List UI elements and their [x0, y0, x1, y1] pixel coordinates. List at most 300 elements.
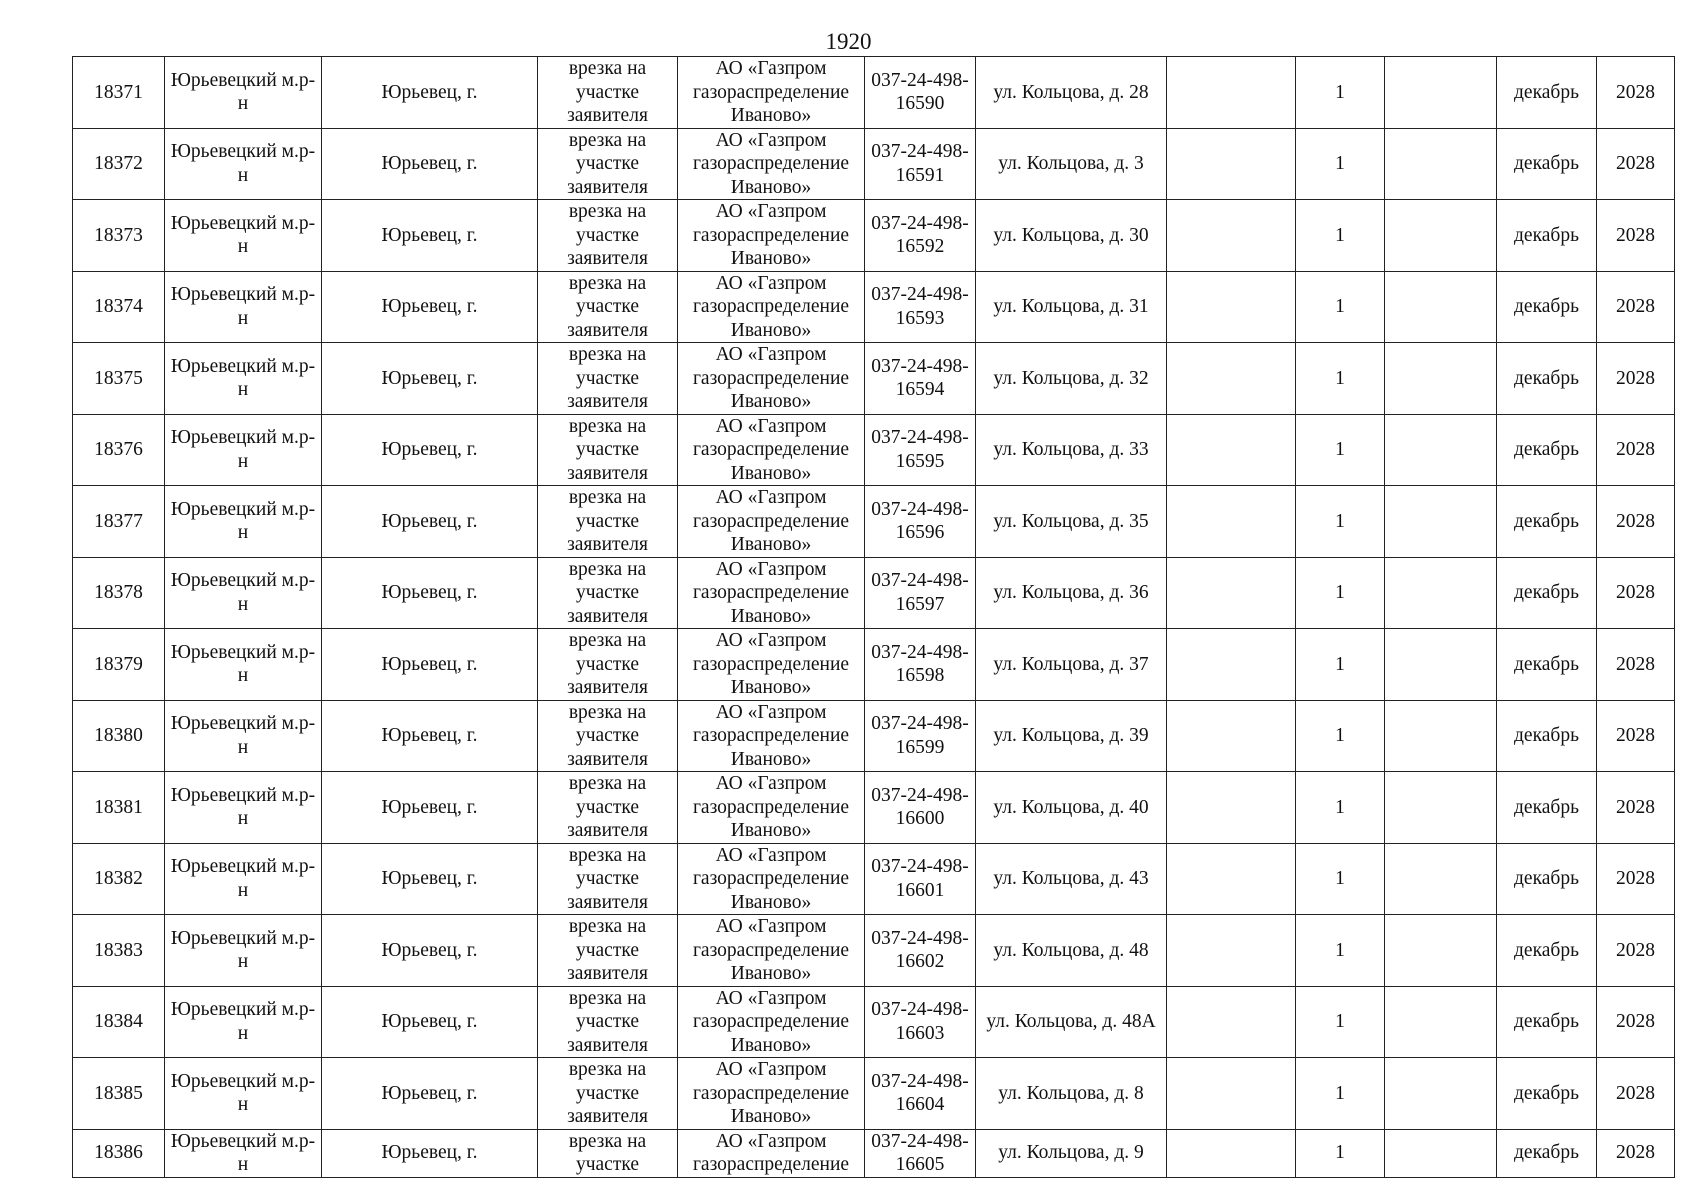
organization-cell-text: АО «Газпром газораспределение Иваново»	[692, 344, 850, 412]
month-cell	[1497, 986, 1597, 1058]
organization-cell-text: АО «Газпром газораспределение Иваново»	[692, 916, 850, 984]
empty-cell	[1167, 1129, 1296, 1177]
district-cell-text: Юрьевецкий м.р-н	[170, 784, 316, 830]
address-cell-text: ул. Кольцова, д. 32	[993, 367, 1149, 389]
address-cell	[976, 700, 1167, 772]
table-row	[73, 843, 1675, 915]
row-number-cell-text: 18371	[94, 81, 143, 103]
month-cell	[1497, 1129, 1597, 1177]
settlement-cell-text: Юрьевец, г.	[381, 153, 478, 174]
district-cell	[165, 772, 322, 844]
year-cell-text: 2028	[1616, 224, 1655, 246]
connection-method-cell-text: врезка на участке заявителя	[567, 773, 648, 841]
table-row	[73, 1058, 1675, 1130]
connection-method-cell	[538, 843, 678, 915]
year-cell-text: 2028	[1616, 439, 1655, 460]
organization-cell-text: АО «Газпром газораспределение Иваново»	[692, 415, 850, 484]
empty-cell	[1167, 271, 1296, 343]
district-cell	[165, 414, 322, 486]
address-cell	[976, 843, 1167, 915]
address-cell-text: ул. Кольцова, д. 3	[998, 153, 1144, 174]
district-cell	[165, 1058, 322, 1130]
address-cell	[976, 271, 1167, 343]
object-code-cell-text: 037-24-498-16601	[871, 856, 969, 901]
month-cell	[1497, 271, 1597, 343]
connection-method-cell-text: врезка на участке заявителя	[567, 487, 648, 555]
organization-cell	[678, 557, 865, 629]
row-number-cell	[73, 557, 165, 629]
settlement-cell	[322, 486, 538, 558]
settlement-cell	[322, 843, 538, 915]
row-number-cell	[73, 772, 165, 844]
address-cell	[976, 57, 1167, 129]
settlement-cell	[322, 629, 538, 701]
table-row	[73, 986, 1675, 1058]
quantity-cell-text: 1	[1335, 725, 1345, 746]
district-cell	[165, 200, 322, 272]
month-cell	[1497, 414, 1597, 486]
district-cell-text: Юрьевецкий м.р-н	[170, 427, 316, 472]
address-cell-text: ул. Кольцова, д. 36	[993, 582, 1149, 603]
settlement-cell-text: Юрьевец, г.	[381, 224, 478, 246]
settlement-cell	[322, 414, 538, 486]
empty-cell	[1385, 700, 1497, 772]
month-cell-text: декабрь	[1514, 725, 1579, 746]
organization-cell-text: АО «Газпром газораспределение Иваново»	[692, 558, 850, 627]
month-cell	[1497, 128, 1597, 200]
month-cell	[1497, 700, 1597, 772]
quantity-cell-text: 1	[1335, 653, 1345, 675]
row-number-cell-text: 18379	[94, 653, 143, 675]
month-cell	[1497, 772, 1597, 844]
year-cell	[1597, 986, 1675, 1058]
month-cell-text: декабрь	[1514, 81, 1579, 103]
row-number-cell-text: 18380	[94, 725, 143, 746]
object-code-cell	[865, 1129, 976, 1177]
organization-cell	[678, 843, 865, 915]
table-row	[73, 200, 1675, 272]
connection-method-cell-text: врезка на участке заявителя	[567, 987, 648, 1056]
organization-cell	[678, 414, 865, 486]
empty-cell	[1167, 843, 1296, 915]
organization-cell	[678, 1129, 865, 1177]
connection-method-cell	[538, 629, 678, 701]
month-cell-text: декабрь	[1514, 796, 1579, 818]
month-cell-text: декабрь	[1514, 653, 1579, 675]
row-number-cell	[73, 414, 165, 486]
settlement-cell-text: Юрьевец, г.	[381, 582, 478, 603]
row-number-cell	[73, 1129, 165, 1177]
settlement-cell	[322, 1058, 538, 1130]
address-cell-text: ул. Кольцова, д. 37	[993, 653, 1149, 675]
address-cell	[976, 486, 1167, 558]
table-body	[73, 57, 1675, 1178]
organization-cell	[678, 1058, 865, 1130]
address-cell-text: ул. Кольцова, д. 33	[993, 439, 1149, 460]
empty-cell	[1385, 557, 1497, 629]
year-cell-text: 2028	[1616, 725, 1655, 746]
row-number-cell	[73, 128, 165, 200]
connection-method-cell	[538, 271, 678, 343]
year-cell	[1597, 128, 1675, 200]
connection-method-cell-text: врезка на участке заявителя	[567, 58, 648, 126]
district-cell-text: Юрьевецкий м.р-н	[170, 570, 316, 615]
settlement-cell	[322, 200, 538, 272]
table-row	[73, 414, 1675, 486]
object-code-cell	[865, 57, 976, 129]
connection-method-cell-text: врезка на участке заявителя	[567, 344, 648, 412]
empty-cell	[1385, 57, 1497, 129]
address-cell-text: ул. Кольцова, д. 39	[993, 725, 1149, 746]
empty-cell	[1167, 700, 1296, 772]
object-code-cell	[865, 557, 976, 629]
organization-cell-text: АО «Газпром газораспределение Иваново»	[692, 844, 850, 913]
year-cell-text: 2028	[1616, 81, 1655, 103]
object-code-cell-text: 037-24-498-16600	[871, 784, 969, 830]
month-cell	[1497, 915, 1597, 987]
empty-cell	[1167, 128, 1296, 200]
settlement-cell	[322, 986, 538, 1058]
empty-cell	[1385, 629, 1497, 701]
organization-cell-text: АО «Газпром газораспределение Иваново»	[692, 701, 850, 770]
organization-cell	[678, 271, 865, 343]
address-cell-text: ул. Кольцова, д. 35	[993, 510, 1149, 532]
object-code-cell-text: 037-24-498-16598	[871, 641, 969, 687]
empty-cell	[1167, 57, 1296, 129]
connection-method-cell-text: врезка на участке заявителя	[567, 558, 648, 627]
district-cell	[165, 986, 322, 1058]
district-cell-text: Юрьевецкий м.р-н	[170, 69, 316, 115]
settlement-cell-text: Юрьевец, г.	[381, 296, 478, 317]
year-cell	[1597, 57, 1675, 129]
organization-cell-text: АО «Газпром газораспределение Иваново»	[692, 1059, 850, 1127]
connection-method-cell-text: врезка на участке заявителя	[567, 272, 648, 341]
settlement-cell-text: Юрьевец, г.	[381, 653, 478, 675]
year-cell-text: 2028	[1616, 939, 1655, 961]
object-code-cell-text: 037-24-498-16599	[871, 713, 969, 758]
object-code-cell-text: 037-24-498-16590	[871, 69, 969, 115]
empty-cell	[1167, 986, 1296, 1058]
connection-method-cell	[538, 557, 678, 629]
year-cell	[1597, 343, 1675, 415]
empty-cell	[1167, 486, 1296, 558]
address-cell	[976, 200, 1167, 272]
district-cell	[165, 128, 322, 200]
district-cell-text: Юрьевецкий м.р-н	[170, 713, 316, 758]
month-cell-text: декабрь	[1514, 1082, 1579, 1104]
district-cell-text: Юрьевецкий м.р-н	[170, 641, 316, 687]
district-cell-text: Юрьевецкий м.р-н	[170, 856, 316, 901]
month-cell-text: декабрь	[1514, 939, 1579, 961]
settlement-cell	[322, 1129, 538, 1177]
connection-method-cell	[538, 1129, 678, 1177]
empty-cell	[1167, 200, 1296, 272]
empty-cell	[1167, 1058, 1296, 1130]
address-cell-text: ул. Кольцова, д. 43	[993, 868, 1149, 889]
organization-cell	[678, 200, 865, 272]
district-cell	[165, 629, 322, 701]
empty-cell	[1385, 772, 1497, 844]
row-number-cell-text: 18383	[94, 939, 143, 961]
organization-cell	[678, 629, 865, 701]
document-table	[72, 56, 1675, 1178]
address-cell-text: ул. Кольцова, д. 8	[998, 1082, 1144, 1104]
quantity-cell	[1296, 343, 1385, 415]
empty-cell	[1167, 343, 1296, 415]
empty-cell	[1385, 128, 1497, 200]
month-cell	[1497, 57, 1597, 129]
district-cell	[165, 271, 322, 343]
year-cell-text: 2028	[1616, 153, 1655, 174]
year-cell-text: 2028	[1616, 796, 1655, 818]
empty-cell	[1167, 772, 1296, 844]
settlement-cell-text: Юрьевец, г.	[381, 939, 478, 961]
connection-method-cell-text: врезка на участке заявителя	[567, 844, 648, 913]
year-cell	[1597, 1129, 1675, 1177]
year-cell	[1597, 629, 1675, 701]
connection-method-cell-text: врезка на участке заявителя	[567, 916, 648, 984]
quantity-cell	[1296, 1129, 1385, 1177]
district-cell-text: Юрьевецкий м.р-н	[170, 999, 316, 1044]
district-cell	[165, 915, 322, 987]
empty-cell	[1167, 414, 1296, 486]
empty-cell	[1385, 915, 1497, 987]
month-cell-text: декабрь	[1514, 510, 1579, 532]
settlement-cell-text: Юрьевец, г.	[381, 510, 478, 532]
empty-cell	[1385, 343, 1497, 415]
object-code-cell	[865, 629, 976, 701]
organization-cell-text: АО «Газпром газораспределение Иваново»	[692, 987, 850, 1056]
row-number-cell-text: 18373	[94, 224, 143, 246]
address-cell	[976, 629, 1167, 701]
quantity-cell-text: 1	[1335, 868, 1345, 889]
month-cell-text: декабрь	[1514, 1142, 1579, 1164]
address-cell-text: ул. Кольцова, д. 48	[993, 939, 1149, 961]
organization-cell-text: АО «Газпром газораспределение Иваново»	[692, 201, 850, 269]
table-row	[73, 486, 1675, 558]
quantity-cell	[1296, 843, 1385, 915]
row-number-cell	[73, 486, 165, 558]
settlement-cell-text: Юрьевец, г.	[381, 81, 478, 103]
address-cell-text: ул. Кольцова, д. 30	[993, 224, 1149, 246]
quantity-cell-text: 1	[1335, 1011, 1345, 1032]
object-code-cell	[865, 986, 976, 1058]
settlement-cell	[322, 772, 538, 844]
address-cell-text: ул. Кольцова, д. 40	[993, 796, 1149, 818]
connection-method-cell-text: врезка на участке заявителя	[567, 415, 648, 484]
empty-cell	[1385, 1129, 1497, 1177]
organization-cell	[678, 57, 865, 129]
quantity-cell	[1296, 772, 1385, 844]
connection-method-cell-text: врезка на участке заявителя	[567, 201, 648, 269]
settlement-cell	[322, 128, 538, 200]
quantity-cell-text: 1	[1335, 582, 1345, 603]
quantity-cell-text: 1	[1335, 224, 1345, 246]
row-number-cell	[73, 343, 165, 415]
empty-cell	[1385, 843, 1497, 915]
address-cell-text: ул. Кольцова, д. 28	[993, 81, 1149, 103]
row-number-cell	[73, 843, 165, 915]
district-cell-text: Юрьевецкий м.р-н	[170, 284, 316, 329]
organization-cell-text: АО «Газпром газораспределение Иваново»	[692, 58, 850, 126]
table-row	[73, 343, 1675, 415]
address-cell	[976, 986, 1167, 1058]
address-cell	[976, 414, 1167, 486]
object-code-cell-text: 037-24-498-16593	[871, 284, 969, 329]
row-number-cell-text: 18375	[94, 367, 143, 389]
quantity-cell	[1296, 128, 1385, 200]
organization-cell	[678, 915, 865, 987]
connection-method-cell	[538, 1058, 678, 1130]
settlement-cell-text: Юрьевец, г.	[381, 1011, 478, 1032]
quantity-cell	[1296, 271, 1385, 343]
month-cell-text: декабрь	[1514, 1011, 1579, 1032]
object-code-cell	[865, 772, 976, 844]
year-cell-text: 2028	[1616, 582, 1655, 603]
organization-cell	[678, 986, 865, 1058]
month-cell	[1497, 200, 1597, 272]
quantity-cell	[1296, 557, 1385, 629]
year-cell-text: 2028	[1616, 1082, 1655, 1104]
year-cell-text: 2028	[1616, 1011, 1655, 1032]
month-cell	[1497, 486, 1597, 558]
address-cell	[976, 915, 1167, 987]
district-cell-text: Юрьевецкий м.р-н	[170, 141, 316, 186]
connection-method-cell-text: врезка на участке заявителя	[567, 701, 648, 770]
object-code-cell-text: 037-24-498-16597	[871, 570, 969, 615]
row-number-cell-text: 18384	[94, 1011, 143, 1032]
month-cell	[1497, 629, 1597, 701]
month-cell-text: декабрь	[1514, 439, 1579, 460]
quantity-cell	[1296, 486, 1385, 558]
quantity-cell	[1296, 1058, 1385, 1130]
table-row	[73, 557, 1675, 629]
year-cell	[1597, 271, 1675, 343]
connection-method-cell-text: врезка на участке заявителя	[567, 1059, 648, 1127]
connection-method-cell	[538, 486, 678, 558]
month-cell-text: декабрь	[1514, 367, 1579, 389]
month-cell-text: декабрь	[1514, 296, 1579, 317]
row-number-cell-text: 18381	[94, 796, 143, 818]
month-cell-text: декабрь	[1514, 224, 1579, 246]
organization-cell-text: АО «Газпром газораспределение	[692, 1130, 850, 1175]
organization-cell-text: АО «Газпром газораспределение Иваново»	[692, 630, 850, 698]
settlement-cell-text: Юрьевец, г.	[381, 439, 478, 460]
row-number-cell	[73, 200, 165, 272]
district-cell	[165, 557, 322, 629]
empty-cell	[1385, 1058, 1497, 1130]
quantity-cell-text: 1	[1335, 939, 1345, 961]
settlement-cell-text: Юрьевец, г.	[381, 1142, 478, 1164]
empty-cell	[1385, 200, 1497, 272]
object-code-cell	[865, 700, 976, 772]
district-cell	[165, 343, 322, 415]
object-code-cell-text: 037-24-498-16602	[871, 927, 969, 973]
row-number-cell-text: 18386	[94, 1142, 143, 1164]
organization-cell-text: АО «Газпром газораспределение Иваново»	[692, 272, 850, 341]
object-code-cell-text: 037-24-498-16592	[871, 212, 969, 258]
connection-method-cell	[538, 915, 678, 987]
address-cell-text: ул. Кольцова, д. 31	[993, 296, 1149, 317]
quantity-cell-text: 1	[1335, 296, 1345, 317]
empty-cell	[1385, 271, 1497, 343]
row-number-cell	[73, 629, 165, 701]
district-cell	[165, 1129, 322, 1177]
connection-method-cell	[538, 700, 678, 772]
address-cell	[976, 128, 1167, 200]
row-number-cell-text: 18374	[94, 296, 143, 317]
settlement-cell-text: Юрьевец, г.	[381, 1082, 478, 1104]
empty-cell	[1167, 915, 1296, 987]
object-code-cell	[865, 200, 976, 272]
quantity-cell-text: 1	[1335, 81, 1345, 103]
settlement-cell-text: Юрьевец, г.	[381, 367, 478, 389]
district-cell-text: Юрьевецкий м.р-н	[170, 498, 316, 544]
quantity-cell	[1296, 629, 1385, 701]
connection-method-cell-text: врезка на участке заявителя	[567, 129, 648, 198]
year-cell	[1597, 700, 1675, 772]
object-code-cell-text: 037-24-498-16604	[871, 1070, 969, 1116]
year-cell	[1597, 915, 1675, 987]
quantity-cell-text: 1	[1335, 367, 1345, 389]
object-code-cell-text: 037-24-498-16596	[871, 498, 969, 544]
quantity-cell-text: 1	[1335, 153, 1345, 174]
organization-cell	[678, 486, 865, 558]
organization-cell-text: АО «Газпром газораспределение Иваново»	[692, 487, 850, 555]
object-code-cell	[865, 128, 976, 200]
settlement-cell	[322, 915, 538, 987]
quantity-cell	[1296, 986, 1385, 1058]
table-row	[73, 1129, 1675, 1177]
row-number-cell	[73, 700, 165, 772]
row-number-cell-text: 18378	[94, 582, 143, 603]
quantity-cell	[1296, 57, 1385, 129]
table-row	[73, 700, 1675, 772]
address-cell	[976, 1058, 1167, 1130]
object-code-cell	[865, 486, 976, 558]
organization-cell	[678, 772, 865, 844]
object-code-cell	[865, 343, 976, 415]
organization-cell	[678, 700, 865, 772]
month-cell	[1497, 557, 1597, 629]
object-code-cell	[865, 915, 976, 987]
empty-cell	[1385, 986, 1497, 1058]
year-cell-text: 2028	[1616, 510, 1655, 532]
object-code-cell	[865, 843, 976, 915]
district-cell	[165, 486, 322, 558]
quantity-cell	[1296, 200, 1385, 272]
year-cell	[1597, 557, 1675, 629]
row-number-cell	[73, 271, 165, 343]
month-cell-text: декабрь	[1514, 582, 1579, 603]
settlement-cell	[322, 343, 538, 415]
empty-cell	[1167, 629, 1296, 701]
quantity-cell-text: 1	[1335, 510, 1345, 532]
quantity-cell-text: 1	[1335, 796, 1345, 818]
quantity-cell-text: 1	[1335, 439, 1345, 460]
object-code-cell-text: 037-24-498-16603	[871, 999, 969, 1044]
organization-cell	[678, 128, 865, 200]
district-cell-text: Юрьевецкий м.р-н	[170, 927, 316, 973]
object-code-cell-text: 037-24-498-16594	[871, 355, 969, 401]
quantity-cell	[1296, 414, 1385, 486]
object-code-cell-text: 037-24-498-16595	[871, 427, 969, 472]
quantity-cell	[1296, 700, 1385, 772]
empty-cell	[1385, 486, 1497, 558]
connection-method-cell-text: врезка на участке	[568, 1130, 647, 1175]
connection-method-cell	[538, 414, 678, 486]
year-cell-text: 2028	[1616, 367, 1655, 389]
